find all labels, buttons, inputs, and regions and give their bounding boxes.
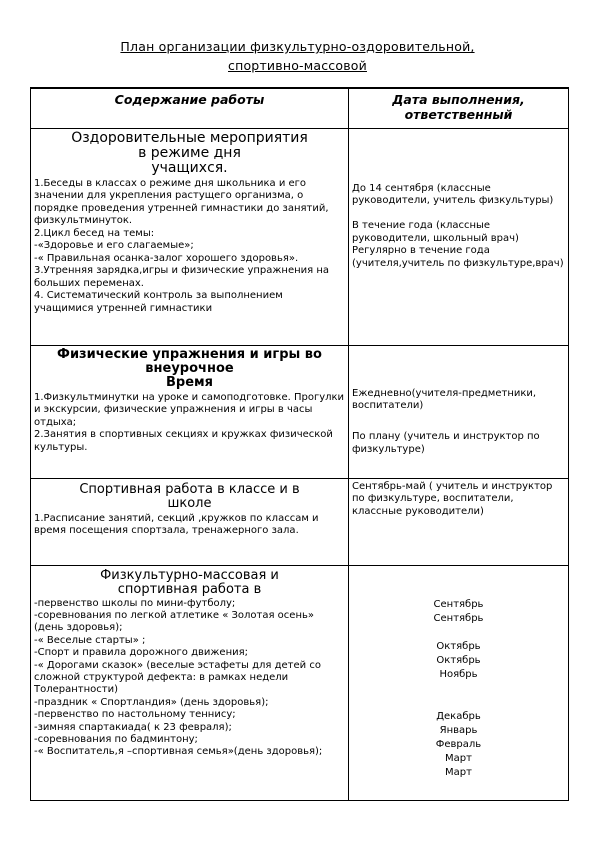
date-entry: Сентябрь: [433, 598, 484, 610]
table-row: [31, 478, 569, 565]
date-entry: Март: [445, 766, 472, 778]
table-row: [31, 565, 569, 800]
list-item: -соревнования по бадминтону;: [34, 733, 198, 745]
list-item: -« Правильная осанка-залог хорошего здоровья».: [34, 252, 299, 264]
title-line-2: спортивно-массовой: [228, 58, 367, 73]
date-entry: Октябрь: [436, 640, 481, 652]
header-date-responsible: Дата выполнения, ответственный: [349, 88, 569, 128]
list-item: -« Веселые старты» ;: [34, 634, 146, 646]
document-title: [30, 37, 565, 75]
date-entry: Декабрь: [436, 710, 481, 722]
list-item: -первенство по настольному теннису;: [34, 709, 236, 721]
date-entry: [352, 208, 565, 221]
date-responsible: [352, 481, 565, 519]
content-cell: [31, 128, 349, 345]
date-cell: [349, 565, 569, 800]
heading-line: в режиме дня: [138, 144, 241, 161]
list-item: -первенство школы по мини-футболу;: [34, 597, 236, 609]
list-item: 4. Систематический контроль за выполнением учащимися утренней гимнастики: [34, 290, 283, 314]
content-cell: [31, 345, 349, 478]
list-item: -« Дорогами сказок» (веселые эстафеты для детей со сложной структурой дефекта: в рамках недели Толерантности): [34, 659, 321, 696]
table-row: [31, 345, 569, 478]
date-entry: Февраль: [435, 738, 482, 750]
date-cell: [349, 478, 569, 565]
date-entry: В течение года (классные руководители, школьный врач): [352, 220, 519, 244]
section-items: [34, 598, 345, 759]
list-item: -зимняя спартакиада( к 23 февраля);: [34, 721, 232, 733]
date-entry: Регулярно в течение года (учителя,учитель по физкультуре,врач): [352, 245, 564, 269]
section-items: [34, 392, 345, 455]
list-item: 2.Цикл бесед на темы:: [34, 227, 155, 239]
list-item: -«Здоровье и его слагаемые»;: [34, 240, 194, 251]
content-cell: [31, 565, 349, 800]
date-entry: До 14 сентября (классные руководители, учитель физкультуры): [352, 182, 554, 206]
section-heading: [34, 569, 345, 597]
section-heading: [34, 483, 345, 511]
date-entry: Март: [445, 752, 472, 764]
plan-table: [30, 87, 569, 801]
heading-line: Спортивная работа в классе и в: [79, 481, 300, 497]
list-item: 1.Расписание занятий, секций ,кружков по классам и время посещения спортзала, тренажерного зала.: [34, 512, 319, 536]
date-entry: Октябрь: [436, 654, 481, 666]
list-item: 3.Утренняя зарядка,игры и физические упражнения на больших переменах.: [34, 265, 329, 289]
heading-line: школе: [167, 495, 212, 511]
date-entry: Январь: [439, 724, 478, 736]
table-row: [31, 128, 569, 345]
heading-line: внеурочное: [145, 360, 234, 376]
date-responsible: [352, 598, 565, 780]
section-items: [34, 513, 345, 538]
heading-line: учащихся.: [151, 159, 228, 176]
date-entry: Ноябрь: [439, 668, 478, 680]
list-item: -соревнования по легкой атлетике « Золотая осень» (день здоровья);: [34, 609, 314, 634]
date-entry: Ежедневно(учителя-предметники, воспитатели): [352, 387, 537, 411]
content-cell: [31, 478, 349, 565]
heading-line: Оздоровительные мероприятия: [71, 129, 308, 146]
list-item: -Спорт и правила дорожного движения;: [34, 647, 248, 659]
date-entry: Сентябрь-май ( учитель и инструктор по физкультуре, воспитатели, классные руководители): [352, 480, 553, 517]
date-cell: [349, 128, 569, 345]
date-entry: Сентябрь: [433, 612, 484, 624]
section-heading: [34, 131, 345, 176]
list-item: 1.Беседы в классах о режиме дня школьника и его значении для укрепления растущего организма, о порядке проведения утренней гимнастики до занятий, физкультминуток.: [34, 177, 329, 226]
date-responsible: [352, 183, 565, 271]
header-content: Содержание работы: [31, 88, 349, 128]
section-items: [34, 178, 345, 316]
heading-line: спортивная работа в: [117, 581, 262, 597]
date-responsible: [352, 388, 565, 457]
date-entry: [352, 696, 565, 710]
header-row: [31, 88, 569, 128]
date-entry: По плану (учитель и инструктор по физкультуре): [352, 431, 540, 455]
list-item: -« Воспитатель,я –спортивная семья»(день здоровья);: [34, 746, 323, 758]
list-item: 1.Физкультминутки на уроке и самоподготовке. Прогулки и экскурсии, физические упражнения и игры в часы отдыха;: [34, 391, 345, 428]
date-cell: [349, 345, 569, 478]
heading-line: Время: [165, 374, 213, 390]
list-item: 2.Занятия в спортивных секциях и кружках физической культуры.: [34, 429, 333, 453]
heading-line: Физкультурно-массовая и: [100, 567, 279, 583]
date-entry: [352, 626, 565, 640]
date-entry: [352, 413, 565, 426]
heading-line: Физические упражнения и игры во: [57, 346, 322, 362]
list-item: -праздник « Спортландия» (день здоровья);: [34, 696, 269, 708]
section-heading: [34, 348, 345, 390]
title-line-1: План организации физкультурно-оздоровительной,: [120, 39, 475, 54]
date-entry: [352, 682, 565, 696]
